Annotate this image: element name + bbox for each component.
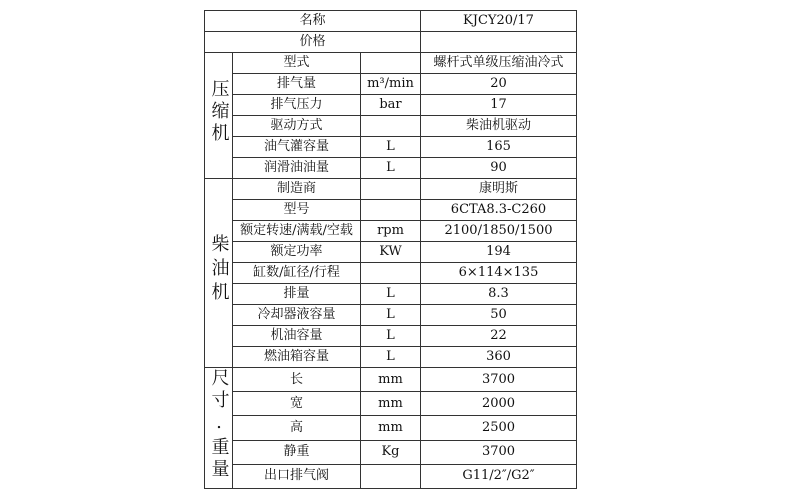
row-unit: m³/min (361, 74, 421, 95)
row-unit: rpm (361, 221, 421, 242)
table-row (205, 392, 577, 416)
table-row (205, 137, 577, 158)
table-row (205, 116, 577, 137)
row-unit (361, 464, 421, 488)
row-value: 螺杆式单级压缩油冷式 (421, 53, 577, 74)
price-label: 价格 (205, 32, 421, 53)
engine-group-label: 柴油机 (208, 233, 230, 306)
row-value: 360 (421, 347, 577, 368)
row-value: 3700 (421, 368, 577, 392)
row-label: 缸数/缸径/行程 (233, 263, 361, 284)
row-label: 排气压力 (233, 95, 361, 116)
row-unit: KW (361, 242, 421, 263)
row-value: 2000 (421, 392, 577, 416)
row-value: 165 (421, 137, 577, 158)
row-unit: L (361, 137, 421, 158)
row-unit: L (361, 326, 421, 347)
table-row (205, 95, 577, 116)
row-label: 制造商 (233, 179, 361, 200)
table-row (205, 221, 577, 242)
row-unit (361, 179, 421, 200)
model-value: KJCY20/17 (421, 11, 577, 32)
spec-table (204, 10, 577, 489)
row-label: 静重 (233, 440, 361, 464)
table-row (205, 368, 577, 392)
row-unit: L (361, 284, 421, 305)
row-value: 3700 (421, 440, 577, 464)
row-unit (361, 263, 421, 284)
row-label: 排量 (233, 284, 361, 305)
row-label: 长 (233, 368, 361, 392)
table-row (205, 242, 577, 263)
row-unit: Kg (361, 440, 421, 464)
row-unit (361, 200, 421, 221)
row-value: 2100/1850/1500 (421, 221, 577, 242)
row-label: 驱动方式 (233, 116, 361, 137)
row-label: 型号 (233, 200, 361, 221)
table-row (205, 284, 577, 305)
table-row (205, 440, 577, 464)
row-value: 17 (421, 95, 577, 116)
row-value: 8.3 (421, 284, 577, 305)
row-label: 冷却器液容量 (233, 305, 361, 326)
dimensions-group-label: 尺寸.重量 (208, 368, 230, 481)
row-unit: L (361, 158, 421, 179)
row-value: 康明斯 (421, 179, 577, 200)
row-label: 排气量 (233, 74, 361, 95)
row-label: 出口排气阀 (233, 464, 361, 488)
row-value: 22 (421, 326, 577, 347)
row-label: 润滑油油量 (233, 158, 361, 179)
table-row (205, 200, 577, 221)
table-row (205, 179, 577, 200)
row-value: 90 (421, 158, 577, 179)
row-label: 燃油箱容量 (233, 347, 361, 368)
row-unit: L (361, 305, 421, 326)
table-row (205, 347, 577, 368)
row-unit: L (361, 347, 421, 368)
row-unit (361, 53, 421, 74)
table-row (205, 158, 577, 179)
name-label: 名称 (205, 11, 421, 32)
table-row (205, 326, 577, 347)
row-label: 高 (233, 416, 361, 440)
row-label: 宽 (233, 392, 361, 416)
row-unit: bar (361, 95, 421, 116)
table-row (205, 464, 577, 488)
name-row (205, 11, 577, 32)
row-label: 油气灌容量 (233, 137, 361, 158)
row-label: 机油容量 (233, 326, 361, 347)
row-value: G11/2″/G2″ (421, 464, 577, 488)
table-row (205, 263, 577, 284)
row-value: 2500 (421, 416, 577, 440)
row-label: 额定转速/满载/空载 (233, 221, 361, 242)
row-label: 型式 (233, 53, 361, 74)
engine-group-cell (205, 179, 233, 368)
row-value: 6CTA8.3-C260 (421, 200, 577, 221)
row-unit: mm (361, 392, 421, 416)
row-value: 20 (421, 74, 577, 95)
dimensions-group-cell (205, 368, 233, 489)
table-row (205, 416, 577, 440)
row-unit: mm (361, 416, 421, 440)
table-row (205, 74, 577, 95)
row-value: 柴油机驱动 (421, 116, 577, 137)
compressor-group-cell (205, 53, 233, 179)
price-value (421, 32, 577, 53)
table-row (205, 53, 577, 74)
row-unit (361, 116, 421, 137)
price-row (205, 32, 577, 53)
compressor-group-label: 压缩机 (208, 79, 230, 145)
row-unit: mm (361, 368, 421, 392)
table-row (205, 305, 577, 326)
row-value: 6×114×135 (421, 263, 577, 284)
row-value: 50 (421, 305, 577, 326)
row-label: 额定功率 (233, 242, 361, 263)
row-value: 194 (421, 242, 577, 263)
